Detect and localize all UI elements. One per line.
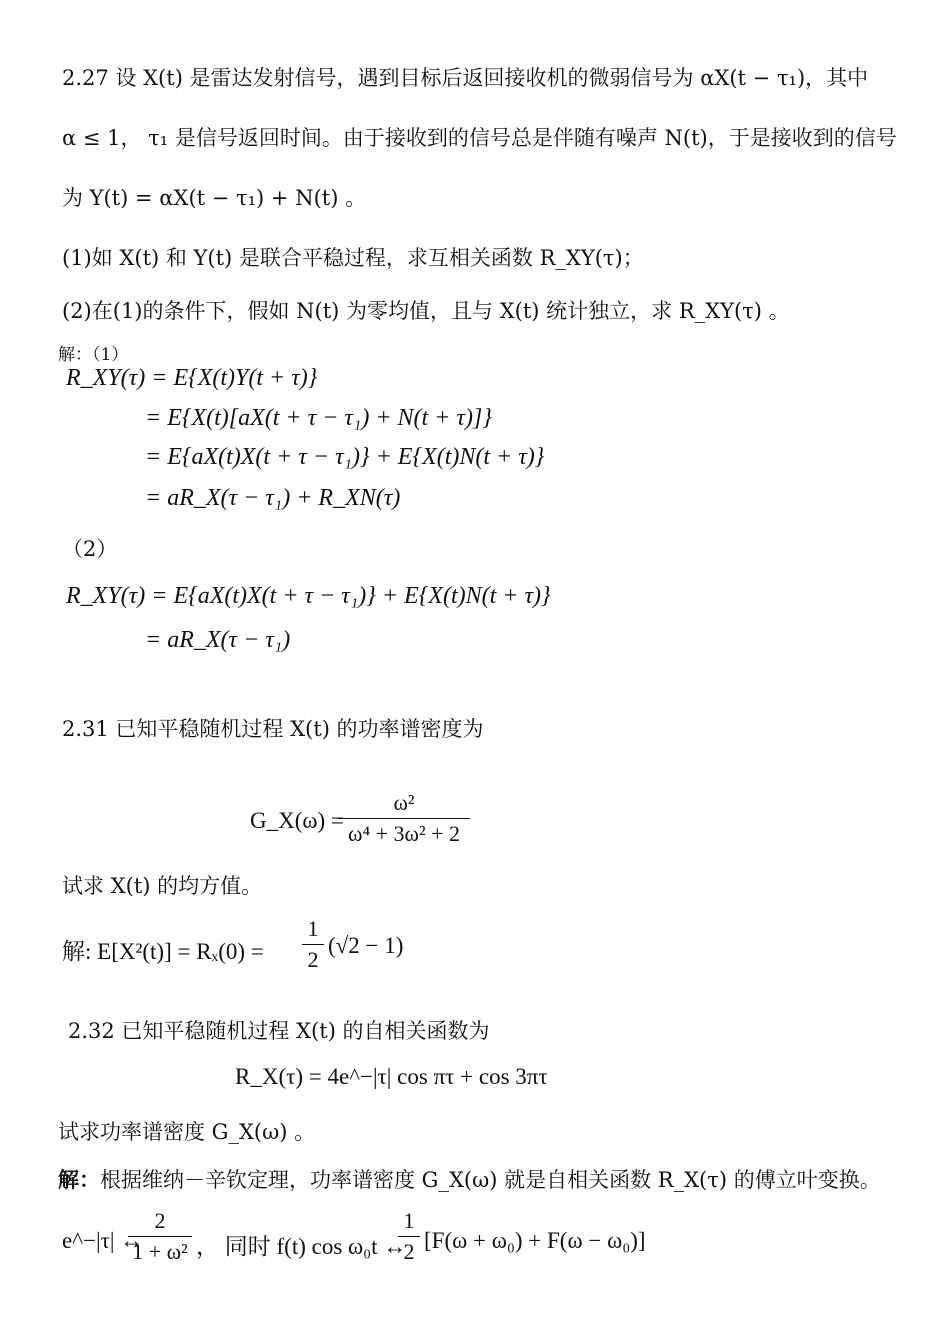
problem-231-title: 2.31 已知平稳随机过程 X(t) 的功率谱密度为 [62, 717, 484, 741]
solution-232 [58, 1164, 881, 1194]
solution-label: 解：（1） [58, 345, 129, 365]
problem-227-line2: α ≤ 1， τ₁ 是信号返回时间。由于接收到的信号总是伴随有噪声 N(t)，于是接收到的信号 [62, 126, 897, 150]
transform-pair-lhs: e^−|τ| ↔ [62, 1228, 144, 1253]
solution-231-fraction [302, 916, 324, 973]
psd-fraction [338, 790, 470, 847]
fraction-numerator: 1 [307, 916, 319, 941]
solution-231-lhs: 解: E[X²(t)] = Rₓ(0) = [62, 939, 264, 964]
fraction-bar [338, 818, 470, 819]
fraction-denominator: 2 [403, 1239, 415, 1264]
fraction-bar [398, 1236, 420, 1237]
problem-232-title: 2.32 已知平稳随机过程 X(t) 的自相关函数为 [68, 1019, 490, 1043]
equation-line: = E{X(t)[aX(t + τ − τ₁) + N(t + τ)]} [145, 405, 492, 431]
fraction-denominator: 1 + ω² [132, 1239, 188, 1264]
psd-numerator: ω² [393, 790, 415, 815]
transform-fraction [128, 1208, 192, 1265]
equation-line: = aR_X(τ − τ₁) [145, 627, 291, 653]
autocorrelation-equation: R_X(τ) = 4e^−|τ| cos πτ + cos 3πτ [235, 1064, 548, 1089]
problem-227-line3: 为 Y(t) = αX(t − τ₁) + N(t) 。 [62, 186, 367, 210]
fraction-numerator: 1 [403, 1208, 415, 1233]
problem-227-line1: 2.27 设 X(t) 是雷达发射信号，遇到目标后返回接收机的微弱信号为 αX(t − τ₁)，其中 [62, 66, 869, 90]
equation-line: R_XY(τ) = E{aX(t)X(t + τ − τ₁)} + E{X(t)N(t + τ)} [66, 583, 551, 609]
fraction-numerator: 2 [154, 1208, 166, 1233]
problem-231-ask: 试求 X(t) 的均方值。 [62, 874, 263, 898]
psd-lhs: G_X(ω) = [250, 808, 344, 833]
half-fraction [398, 1208, 420, 1265]
transform-pair-tail: [F(ω + ω₀) + F(ω − ω₀)] [424, 1228, 646, 1253]
psd-denominator: ω⁴ + 3ω² + 2 [347, 821, 461, 846]
fraction-bar [128, 1236, 192, 1237]
problem-232-ask: 试求功率谱密度 G_X(ω) 。 [58, 1120, 316, 1144]
part2-label: （2） [62, 537, 118, 561]
equation-line: = aR_X(τ − τ₁) + R_XN(τ) [145, 485, 401, 511]
equation-line: = E{aX(t)X(t + τ − τ₁)} + E{X(t)N(t + τ)} [145, 444, 545, 470]
solution-text: 根据维纳－辛钦定理，功率谱密度 G_X(ω) 就是自相关函数 R_X(τ) 的傅立叶变换。 [100, 1168, 881, 1192]
solution-231-tail: (√2 − 1) [328, 933, 404, 958]
problem-227-question1: (1)如 X(t) 和 Y(t) 是联合平稳过程，求互相关函数 R_XY(τ)； [62, 246, 644, 270]
problem-227-question2: (2)在(1)的条件下，假如 N(t) 为零均值，且与 X(t) 统计独立，求 R_XY(τ) 。 [62, 299, 790, 323]
fraction-denominator: 2 [307, 947, 319, 972]
transform-pair-mid: ， 同时 f(t) cos ω₀t ↔ [196, 1234, 407, 1259]
equation-line: R_XY(τ) = E{X(t)Y(t + τ)} [66, 365, 318, 391]
fraction-bar [302, 944, 324, 945]
solution-label: 解： [58, 1167, 100, 1192]
